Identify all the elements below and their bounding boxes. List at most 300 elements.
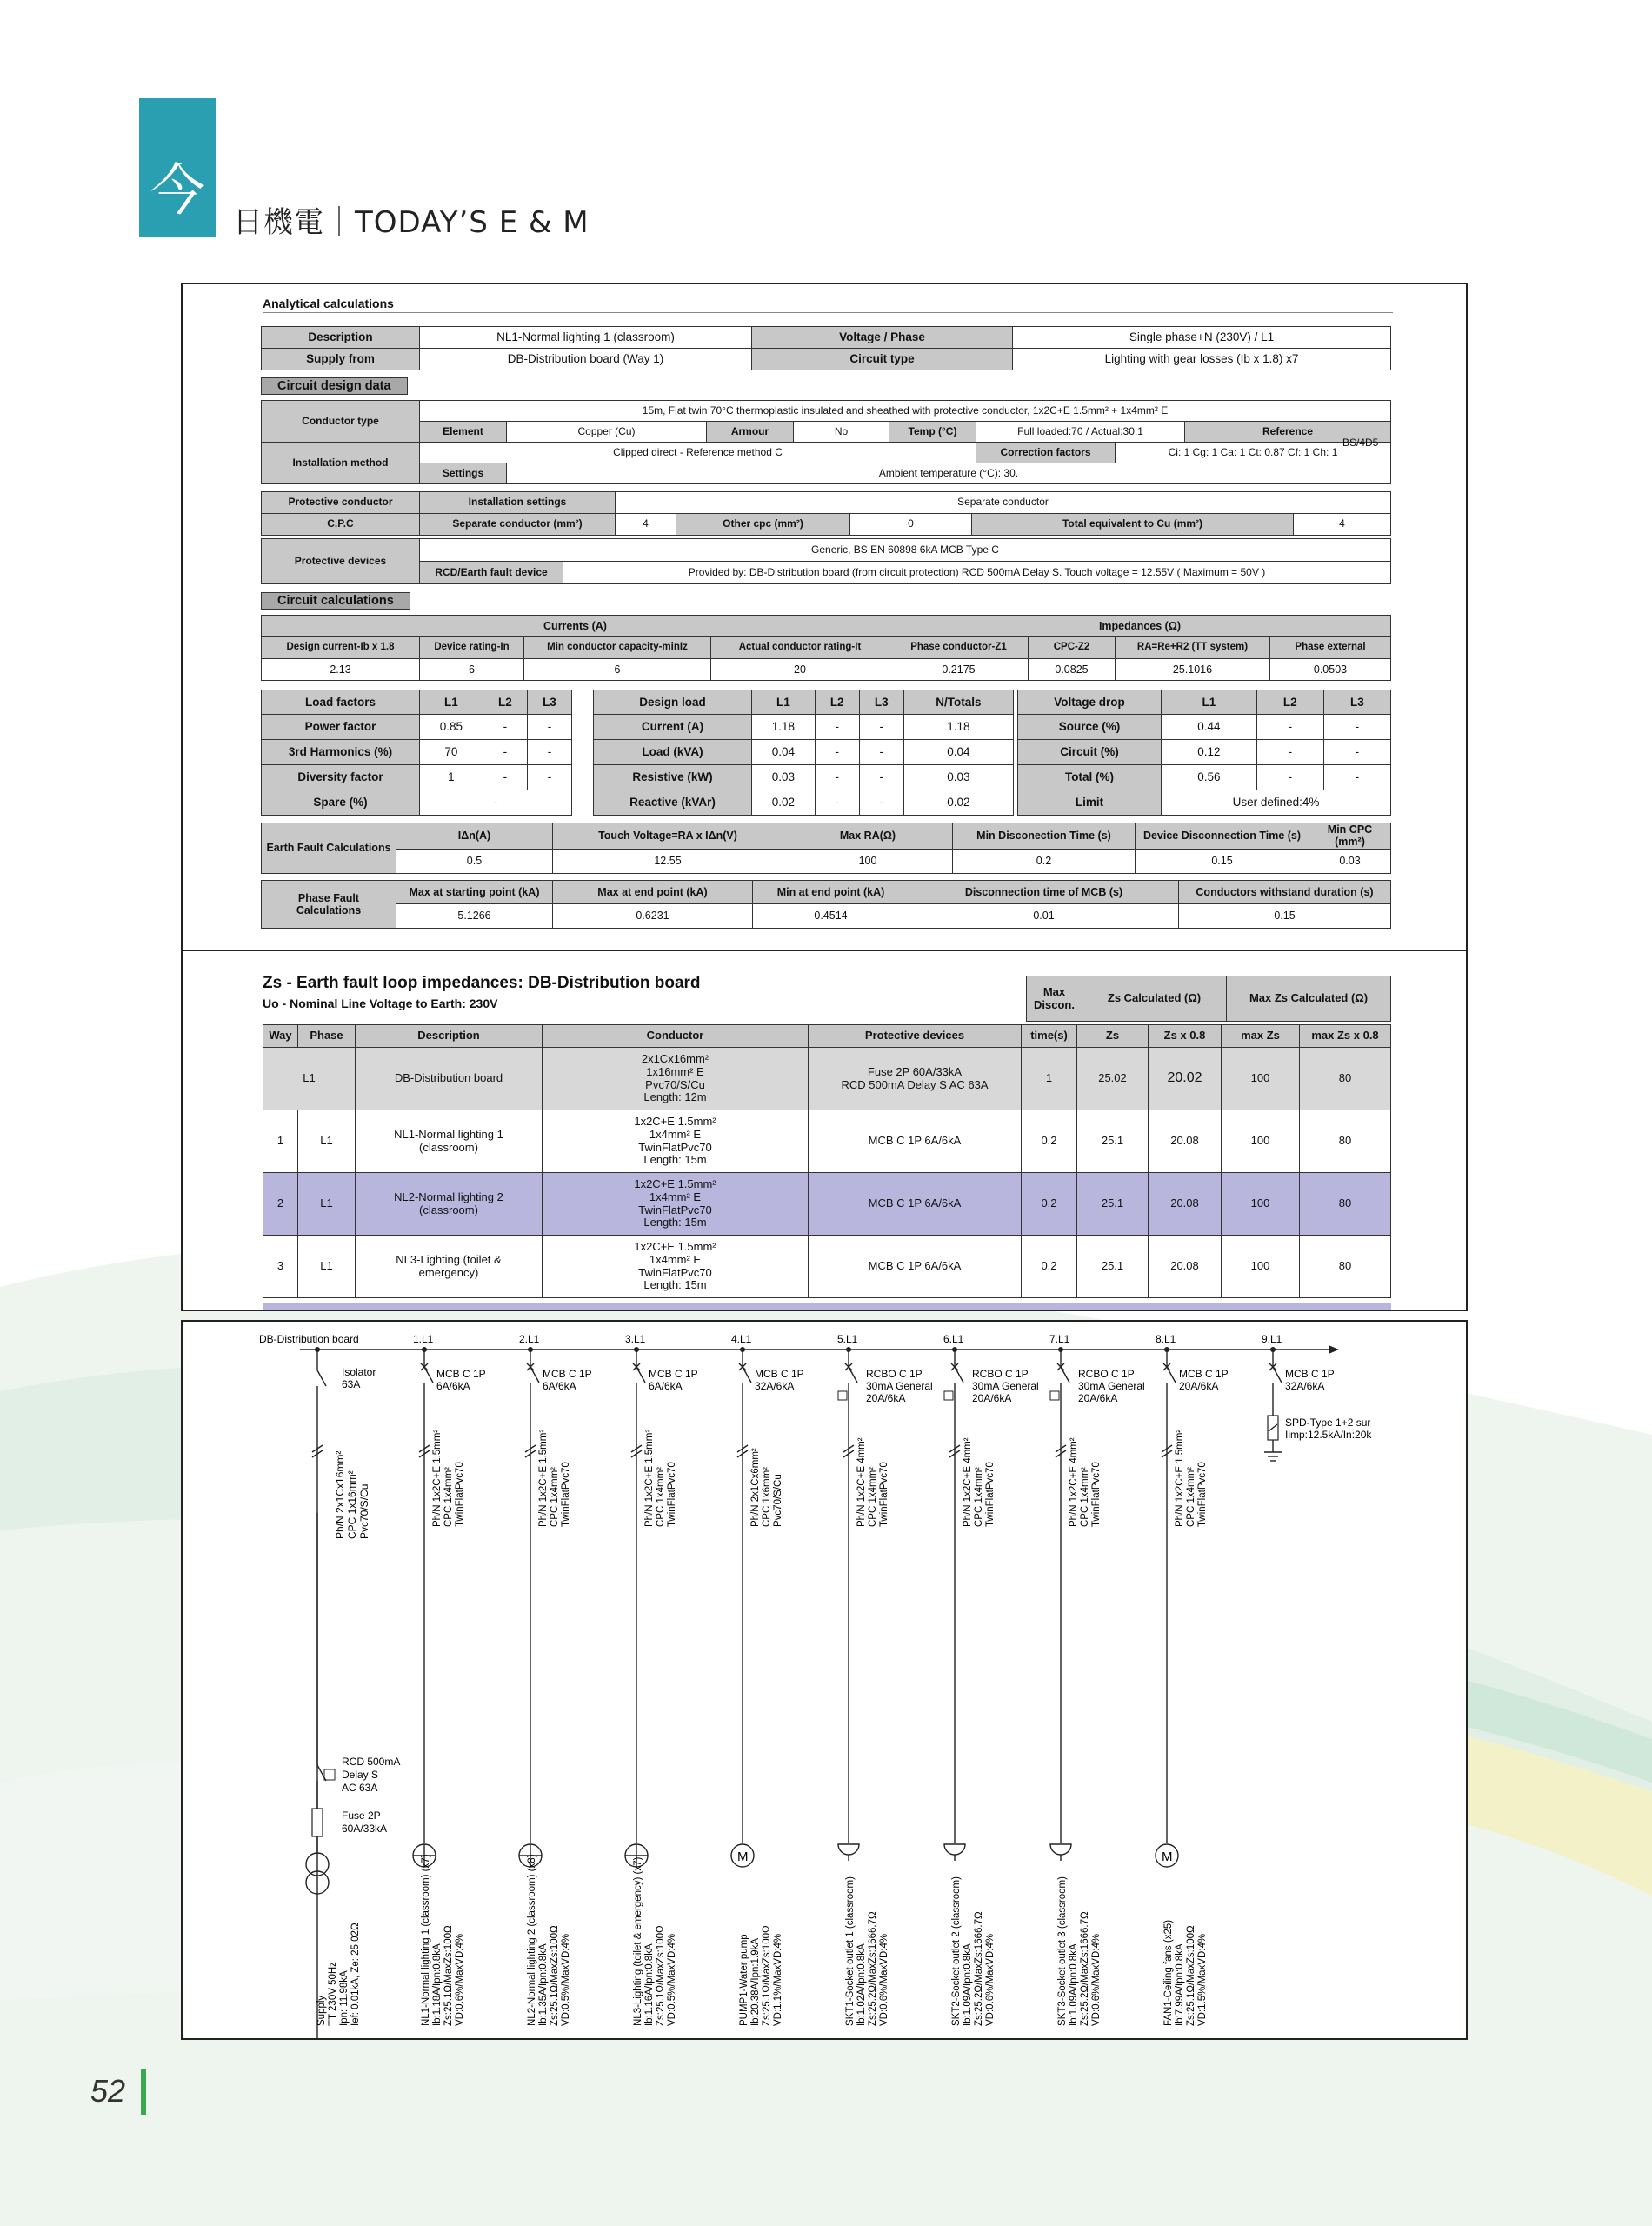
- line: emergency): [418, 1265, 479, 1279]
- line: (classroom): [419, 1203, 478, 1216]
- row-way: 3: [263, 1236, 298, 1298]
- zs-header-group: [1026, 976, 1391, 1022]
- pf-value: 0.01: [909, 904, 1179, 929]
- load-text: Ib:1.16A/Ipn:0.8kA: [644, 1943, 655, 2026]
- magazine-logo-glyph: 今: [150, 159, 205, 223]
- value-cpc: 0.0825: [1029, 659, 1116, 681]
- cable-text: TwinFlatPvc70: [667, 1462, 677, 1527]
- main-cable-text: Pvc70/S/Cu: [358, 1483, 370, 1539]
- vd-l2-header: L2: [1256, 690, 1323, 715]
- dl-cell: -: [815, 715, 859, 740]
- dl-cell: -: [815, 790, 859, 816]
- way-label: 7.L1: [1049, 1333, 1070, 1345]
- col-zs: Zs: [1077, 1025, 1149, 1048]
- correction-factors-label: Correction factors: [976, 443, 1116, 463]
- lf-cell: -: [483, 740, 527, 765]
- dl-row-label: Reactive (kVAr): [594, 790, 752, 816]
- main-cable-label: [334, 1451, 370, 1539]
- col-protective-devices: Protective devices: [809, 1025, 1022, 1048]
- load-label: [845, 1876, 889, 2026]
- row-zs: 25.1: [1077, 1236, 1149, 1298]
- motor-symbol: M: [737, 1849, 749, 1864]
- settings-label: Settings: [420, 463, 507, 484]
- breaker-label: 32A/6kA: [1285, 1380, 1325, 1392]
- way-label: 3.L1: [625, 1333, 646, 1345]
- vd-cell: -: [1256, 715, 1323, 740]
- breaker-label: 30mA General: [972, 1380, 1039, 1392]
- row-description: [356, 1110, 543, 1173]
- dl-totals-header: N/Totals: [903, 690, 1013, 715]
- cable-text: CPC 1x4mm²: [443, 1466, 454, 1527]
- cable-label: [750, 1448, 783, 1527]
- dl-row-label: Load (kVA): [594, 740, 752, 765]
- lf-row-label: 3rd Harmonics (%): [262, 740, 420, 765]
- cable-text: Ph/N 1x2C+E 1.5mm²: [432, 1429, 443, 1527]
- ef-value: 12.55: [553, 849, 783, 873]
- cable-text: CPC 1x4mm²: [868, 1466, 878, 1527]
- row-device: MCB C 1P 6A/6kA: [809, 1110, 1022, 1173]
- temp-value: Full loaded:70 / Actual:30.1: [976, 422, 1185, 443]
- vd-row-label: Circuit (%): [1018, 740, 1162, 765]
- col-cpc: CPC-Z2: [1029, 637, 1116, 659]
- voltage-label: Voltage / Phase: [752, 327, 1013, 349]
- line: Fuse 2P 60A/33kA: [867, 1064, 963, 1078]
- row-zs: 25.1: [1077, 1110, 1149, 1173]
- title-divider: [263, 312, 1393, 313]
- lf-l2-header: L2: [483, 690, 527, 715]
- line: Length: 12m: [643, 1090, 707, 1104]
- row-description: [356, 1173, 543, 1236]
- protective-conductor-table: [261, 491, 1391, 536]
- col-device-rating: Device rating-In: [420, 637, 524, 659]
- circuit-design-data-label: Circuit design data: [261, 377, 408, 395]
- row-maxzs08: 80: [1300, 1110, 1391, 1173]
- fuse-label: Fuse 2P: [342, 1809, 381, 1822]
- line: 1x2C+E 1.5mm²: [634, 1114, 716, 1128]
- load-label: [633, 1857, 677, 2026]
- protective-devices-value: Generic, BS EN 60898 6kA MCB Type C: [420, 539, 1391, 562]
- dl-cell: 1.18: [752, 715, 816, 740]
- separate-conductor-value: 4: [616, 514, 676, 536]
- breaker-contact: [1061, 1367, 1069, 1383]
- cable-text: TwinFlatPvc70: [879, 1462, 889, 1527]
- cable-text: TwinFlatPvc70: [1091, 1462, 1102, 1527]
- motor-symbol: M: [1162, 1849, 1173, 1864]
- max-zs-calculated-header: Max Zs Calculated (Ω): [1227, 976, 1391, 1022]
- page-number: 52: [90, 2073, 126, 2109]
- db-maxzs08: 80: [1300, 1048, 1391, 1110]
- load-text: SKT3-Socket outlet 3 (classroom): [1057, 1876, 1068, 2026]
- load-factors-table: [261, 690, 572, 816]
- cable-label: [963, 1437, 996, 1527]
- breaker-contact: [1167, 1367, 1176, 1383]
- row-maxzs08: 80: [1300, 1173, 1391, 1236]
- ef-header: Max RA(Ω): [783, 823, 953, 850]
- zs-subtitle: Uo - Nominal Line Voltage to Earth: 230V: [263, 996, 498, 1010]
- breaker-contact: [636, 1367, 645, 1383]
- ef-header: Device Disconnection Time (s): [1136, 823, 1309, 850]
- phase-fault-table: [261, 880, 1391, 929]
- db-time: 1: [1022, 1048, 1077, 1110]
- row-device: MCB C 1P 6A/6kA: [809, 1236, 1022, 1298]
- conductor-type-value: 15m, Flat twin 70°C thermoplastic insulated and sheathed with protective conductor, 1x2C+E 1.5mm² + 1x4mm² E: [420, 401, 1391, 422]
- db-zs08: 20.02: [1149, 1048, 1222, 1110]
- armour-value: No: [794, 422, 889, 443]
- value-device-rating: 6: [420, 659, 524, 681]
- lf-l1-header: L1: [420, 690, 483, 715]
- breaker-label: MCB C 1P: [543, 1368, 592, 1380]
- supply-value: DB-Distribution board (Way 1): [420, 349, 752, 370]
- breaker-label: 20A/6kA: [1078, 1392, 1118, 1404]
- db-phase: L1: [263, 1048, 356, 1110]
- load-factors-header: Load factors: [262, 690, 420, 715]
- zs-title: Zs - Earth fault loop impedances: DB-Distribution board: [263, 974, 701, 992]
- element-label: Element: [420, 422, 507, 443]
- pf-header: Max at end point (kA): [553, 881, 753, 904]
- line: (classroom): [419, 1140, 478, 1154]
- breaker-label: 20A/6kA: [866, 1392, 906, 1404]
- cable-text: Pvc70/S/Cu: [773, 1474, 783, 1527]
- vd-row-label: Total (%): [1018, 765, 1162, 790]
- db-description: DB-Distribution board: [356, 1048, 543, 1110]
- load-text: Zs:25.1Ω/MaxZs:100Ω: [1186, 1925, 1196, 2026]
- breaker-contact: [849, 1367, 857, 1383]
- load-text: Ib:1.02A/Ipn:0.8kA: [856, 1943, 867, 2026]
- dl-cell: -: [815, 765, 859, 790]
- row-phase: L1: [298, 1236, 356, 1298]
- dl-l2-header: L2: [815, 690, 859, 715]
- load-text: VD:0.6%/MaxVD:4%: [879, 1933, 889, 2026]
- load-label: [527, 1854, 571, 2026]
- description-label: Description: [262, 327, 420, 349]
- rcd-label: AC 63A: [342, 1782, 378, 1794]
- rcbo-icon: [838, 1391, 847, 1400]
- socket-icon: [1050, 1844, 1071, 1855]
- load-text: VD:0.5%/MaxVD:4%: [667, 1933, 677, 2026]
- load-text: Zs:25.2Ω/MaxZs:1666.7Ω: [1080, 1911, 1090, 2026]
- col-time: time(s): [1022, 1025, 1077, 1048]
- vd-cell: -: [1323, 740, 1390, 765]
- rcd-label: RCD 500mA: [342, 1756, 401, 1768]
- protective-devices-label: Protective devices: [262, 539, 420, 584]
- breaker-contact: [743, 1367, 751, 1383]
- breaker-label: MCB C 1P: [1179, 1368, 1229, 1380]
- main-cable-text: Ph/N 2x1Cx16mm²: [334, 1450, 346, 1539]
- voltage-drop-header: Voltage drop: [1018, 690, 1162, 715]
- dl-cell: 0.04: [752, 740, 816, 765]
- way-label: 4.L1: [731, 1333, 752, 1345]
- currents-header: Currents (A): [262, 616, 889, 637]
- dl-cell: -: [859, 740, 903, 765]
- line: 1x4mm² E: [649, 1252, 702, 1266]
- dl-l3-header: L3: [859, 690, 903, 715]
- design-load-table: [593, 690, 1014, 816]
- spd-label: Iimp:12.5kA/In:20k: [1285, 1429, 1372, 1441]
- load-label: [1057, 1876, 1102, 2026]
- rcd-label: RCD/Earth fault device: [420, 562, 563, 584]
- row-zs08: 20.08: [1149, 1110, 1222, 1173]
- value-min-conductor-capacity: 6: [524, 659, 711, 681]
- line: 1x4mm² E: [649, 1190, 702, 1203]
- rcbo-icon: [1050, 1391, 1059, 1400]
- cable-text: TwinFlatPvc70: [1197, 1462, 1208, 1527]
- pf-value: 0.6231: [553, 904, 753, 929]
- installation-method-value: Clipped direct - Reference method C: [420, 443, 976, 463]
- row-time: 0.2: [1022, 1236, 1077, 1298]
- cable-text: CPC 1x4mm²: [1080, 1466, 1090, 1527]
- line: 2x1Cx16mm²: [641, 1051, 709, 1065]
- load-text: Ib:20.38A/Ipn:1.9kA: [750, 1937, 761, 2026]
- lf-cell: -: [483, 715, 527, 740]
- lf-cell: -: [527, 765, 571, 790]
- breaker-label: MCB C 1P: [1285, 1368, 1335, 1380]
- row-time: 0.2: [1022, 1110, 1077, 1173]
- breaker-label: RCBO C 1P: [1078, 1368, 1135, 1380]
- zs-table: [263, 1024, 1391, 1298]
- load-text: SKT2-Socket outlet 2 (classroom): [951, 1876, 962, 2026]
- vd-l3-header: L3: [1323, 690, 1390, 715]
- vd-cell: 0.56: [1162, 765, 1257, 790]
- row-maxzs08: 80: [1300, 1236, 1391, 1298]
- vd-cell: -: [1256, 765, 1323, 790]
- vd-l1-header: L1: [1162, 690, 1257, 715]
- voltage-value: Single phase+N (230V) / L1: [1013, 327, 1391, 349]
- total-equivalent-label: Total equivalent to Cu (mm²): [972, 514, 1294, 536]
- dl-cell: -: [859, 790, 903, 816]
- load-text: Zs:25.1Ω/MaxZs:100Ω: [443, 1925, 454, 2026]
- zs-calculated-header: Zs Calculated (Ω): [1082, 976, 1227, 1022]
- load-label: [1163, 1920, 1208, 2026]
- vd-cell: -: [1323, 765, 1390, 790]
- cable-label: [538, 1430, 571, 1527]
- magazine-title: 日機電｜TODAY’S E & M: [233, 205, 590, 240]
- breaker-label: 20A/6kA: [1179, 1380, 1219, 1392]
- line: TwinFlatPvc70: [638, 1265, 712, 1279]
- temp-label: Temp (°C): [889, 422, 976, 443]
- installation-settings-label: Installation settings: [420, 492, 616, 514]
- line: TwinFlatPvc70: [638, 1140, 712, 1154]
- row-way: 2: [263, 1173, 298, 1236]
- spare-label: Spare (%): [262, 790, 420, 816]
- load-text: VD:0.5%/MaxVD:4%: [561, 1933, 571, 2026]
- other-cpc-value: 0: [850, 514, 972, 536]
- load-text: Ib:1.09A/Ipn:0.8kA: [1069, 1943, 1079, 2026]
- load-text: Zs:25.1Ω/MaxZs:100Ω: [762, 1925, 772, 2026]
- lf-cell: -: [527, 715, 571, 740]
- row-way: 1: [263, 1110, 298, 1173]
- breaker-label: 6A/6kA: [436, 1380, 470, 1392]
- reference-value: BS/4D5: [1342, 437, 1379, 449]
- currents-impedances-table: [261, 615, 1391, 681]
- line: NL2-Normal lighting 2: [394, 1190, 503, 1203]
- supply-text: Supply: [316, 1995, 327, 2026]
- cable-label: [1175, 1430, 1208, 1527]
- way-label: 8.L1: [1156, 1333, 1176, 1345]
- correction-factors-value: Ci: 1 Cg: 1 Ca: 1 Ct: 0.87 Cf: 1 Ch: 1: [1116, 443, 1391, 463]
- breaker-contact: [1273, 1367, 1282, 1383]
- cable-text: CPC 1x4mm²: [1186, 1466, 1196, 1527]
- load-text: VD:0.6%/MaxVD:4%: [985, 1933, 996, 2026]
- phase-fault-label: Phase Fault Calculations: [262, 881, 396, 929]
- description-table: [261, 326, 1391, 370]
- load-text: VD:1.1%/MaxVD:4%: [773, 1933, 783, 2026]
- supply-text: Ief: 0.01kA, Ze: 25.02Ω: [350, 1923, 361, 2026]
- zs-panel: [181, 950, 1468, 1311]
- row-time: 0.2: [1022, 1173, 1077, 1236]
- rcd-icon: [324, 1769, 335, 1780]
- load-text: NL2-Normal lighting 2 (classroom) (x8): [527, 1854, 537, 2026]
- ef-value: 0.15: [1136, 849, 1309, 873]
- breaker-contact: [424, 1367, 433, 1383]
- breaker-label: 6A/6kA: [649, 1380, 683, 1392]
- cable-label: [1069, 1437, 1102, 1527]
- circuit-design-table: [261, 400, 1391, 484]
- limit-value: User defined:4%: [1162, 790, 1391, 816]
- lf-cell: 0.85: [420, 715, 483, 740]
- breaker-label: 6A/6kA: [543, 1380, 576, 1392]
- main-cable-text: CPC 1x16mm²: [346, 1470, 358, 1539]
- earth-fault-label: Earth Fault Calculations: [262, 823, 396, 874]
- col-max-zs: max Zs: [1222, 1025, 1300, 1048]
- element-value: Copper (Cu): [507, 422, 707, 443]
- breaker-label: MCB C 1P: [755, 1368, 804, 1380]
- max-discon-header: Max Discon.: [1027, 976, 1082, 1022]
- separate-conductor-label: Separate conductor (mm²): [420, 514, 616, 536]
- load-text: VD:1.5%/MaxVD:4%: [1197, 1933, 1208, 2026]
- value-actual-conductor-rating: 20: [711, 659, 889, 681]
- col-conductor: Conductor: [543, 1025, 809, 1048]
- circuit-calculations-label: Circuit calculations: [261, 592, 410, 610]
- value-ra: 25.1016: [1116, 659, 1270, 681]
- circuit-type-label: Circuit type: [752, 349, 1013, 370]
- lf-cell: -: [527, 740, 571, 765]
- load-text: Ib:1.09A/Ipn:0.8kA: [963, 1943, 973, 2026]
- line: 1x4mm² E: [649, 1127, 702, 1141]
- reference-label: Reference: [1185, 422, 1391, 443]
- load-text: VD:0.6%/MaxVD:4%: [1091, 1933, 1102, 2026]
- table-row-highlighted[interactable]: [263, 1173, 1391, 1236]
- dl-row-label: Current (A): [594, 715, 752, 740]
- single-line-diagram-panel: [181, 1320, 1468, 2040]
- row-conductor: [543, 1236, 809, 1298]
- cable-text: Ph/N 1x2C+E 1.5mm²: [644, 1429, 655, 1527]
- protective-devices-table: [261, 538, 1391, 584]
- vd-row-label: Source (%): [1018, 715, 1162, 740]
- col-actual-conductor-rating: Actual conductor rating-It: [711, 637, 889, 659]
- cable-text: TwinFlatPvc70: [455, 1462, 465, 1527]
- cable-text: Ph/N 1x2C+E 4mm²: [1069, 1437, 1079, 1527]
- table-row: [263, 1236, 1391, 1298]
- limit-label: Limit: [1018, 790, 1162, 816]
- way-label: 6.L1: [943, 1333, 964, 1345]
- rcbo-icon: [944, 1391, 953, 1400]
- single-line-diagram: [183, 1322, 1466, 2038]
- load-text: Ib:1.18A/Ipn:0.8kA: [432, 1943, 443, 2026]
- supply-label: [316, 1923, 361, 2026]
- load-text: Ib:1.35A/Ipn:0.8kA: [538, 1943, 549, 2026]
- load-text: Zs:25.2Ω/MaxZs:1666.7Ω: [974, 1911, 984, 2026]
- load-label: [739, 1925, 783, 2026]
- impedances-header: Impedances (Ω): [889, 616, 1391, 637]
- dl-cell: 0.02: [752, 790, 816, 816]
- cable-label: [644, 1430, 677, 1527]
- isolator-label: 63A: [342, 1378, 361, 1390]
- dl-cell: 0.03: [903, 765, 1013, 790]
- dl-cell: -: [859, 715, 903, 740]
- col-ra: RA=Re+R2 (TT system): [1116, 637, 1270, 659]
- breaker-label: 30mA General: [866, 1380, 933, 1392]
- line: 1x16mm² E: [646, 1064, 704, 1078]
- spare-value: -: [420, 790, 572, 816]
- db-device: [809, 1048, 1022, 1110]
- cable-text: Ph/N 1x2C+E 4mm²: [963, 1437, 973, 1527]
- row-maxzs: 100: [1222, 1110, 1300, 1173]
- line: 1x2C+E 1.5mm²: [634, 1239, 716, 1253]
- pf-header: Disconnection time of MCB (s): [909, 881, 1179, 904]
- way-label: 1.L1: [413, 1333, 434, 1345]
- col-max-zs-08: max Zs x 0.8: [1300, 1025, 1391, 1048]
- design-load-header: Design load: [594, 690, 752, 715]
- dl-cell: -: [859, 765, 903, 790]
- cable-text: Ph/N 2x1Cx6mm²: [750, 1448, 761, 1527]
- load-text: FAN1-Ceiling fans (x25): [1163, 1919, 1174, 2026]
- load-text: Zs:25.1Ω/MaxZs:100Ω: [656, 1925, 666, 2026]
- dl-cell: 0.04: [903, 740, 1013, 765]
- cable-text: CPC 1x4mm²: [656, 1466, 666, 1527]
- value-phase-external: 0.0503: [1270, 659, 1391, 681]
- load-text: Zs:25.2Ω/MaxZs:1666.7Ω: [868, 1911, 878, 2026]
- vd-cell: 0.44: [1162, 715, 1257, 740]
- breaker-label: RCBO C 1P: [972, 1368, 1029, 1380]
- lf-row-label: Diversity factor: [262, 765, 420, 790]
- ef-value: 0.03: [1309, 849, 1391, 873]
- line: TwinFlatPvc70: [638, 1203, 712, 1216]
- pf-value: 5.1266: [396, 904, 553, 929]
- db-zs: 25.02: [1077, 1048, 1149, 1110]
- line: Length: 15m: [643, 1153, 707, 1167]
- value-phase-conductor: 0.2175: [889, 659, 1029, 681]
- vd-cell: -: [1256, 740, 1323, 765]
- line: Pvc70/S/Cu: [645, 1077, 705, 1091]
- settings-value: Ambient temperature (°C): 30.: [507, 463, 1391, 484]
- analytical-title: Analytical calculations: [263, 297, 394, 310]
- ef-header: Min Disconection Time (s): [953, 823, 1136, 850]
- row-conductor: [543, 1110, 809, 1173]
- row-maxzs: 100: [1222, 1236, 1300, 1298]
- breaker-label: 32A/6kA: [755, 1380, 795, 1392]
- load-text: NL1-Normal lighting 1 (classroom) (x7): [421, 1854, 431, 2026]
- lf-cell: -: [483, 765, 527, 790]
- dl-cell: 0.03: [752, 765, 816, 790]
- lf-row-label: Power factor: [262, 715, 420, 740]
- ef-header: Touch Voltage=RA x IΔn(V): [553, 823, 783, 850]
- ef-value: 0.5: [396, 849, 553, 873]
- load-text: PUMP1-Water pump: [739, 1934, 749, 2026]
- breaker-label: MCB C 1P: [649, 1368, 698, 1380]
- table-row: [263, 1110, 1391, 1173]
- dl-row-label: Resistive (kW): [594, 765, 752, 790]
- way-label: 2.L1: [519, 1333, 540, 1345]
- isolator-contact: [317, 1370, 326, 1386]
- col-phase: Phase: [298, 1025, 356, 1048]
- row-maxzs: 100: [1222, 1173, 1300, 1236]
- load-label: [951, 1876, 996, 2026]
- supply-text: Ipn: 11.98kA: [339, 1970, 350, 2026]
- breaker-label: MCB C 1P: [436, 1368, 486, 1380]
- way-label: 9.L1: [1262, 1333, 1282, 1345]
- cable-label: [856, 1437, 889, 1527]
- cable-text: TwinFlatPvc70: [561, 1462, 571, 1527]
